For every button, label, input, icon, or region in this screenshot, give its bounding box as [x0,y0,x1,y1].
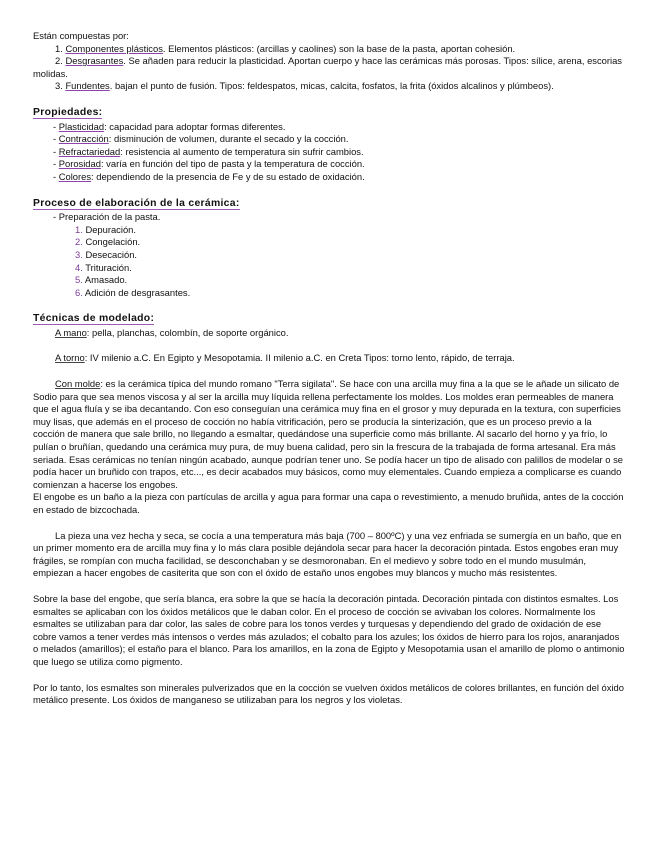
step-text: Congelación. [85,236,141,248]
process-step [33,287,626,300]
technique-text: : IV milenio a.C. En Egipto y Mesopotamia. II milenio a.C. en Creta Tipos: torno lento, rápido, de terraja. [84,352,515,364]
step-number: 3. [75,248,83,260]
technique-term: A mano [55,326,87,338]
component-number: 1. [55,42,63,54]
techniques-heading: Técnicas de modelado: [33,313,155,325]
component-term: Desgrasantes [65,55,124,67]
engobe-definition: El engobe es un baño a la pieza con partículas de arcilla y agua para formar una capa o revestimiento, a menudo bruñida, antes de la cocción en estado de bizcochada. [33,491,624,515]
property-term: Plasticidad [58,120,105,132]
component-number: 3. [55,80,63,92]
component-term: Componentes plásticos [65,42,163,54]
process-heading: Proceso de elaboración de la cerámica: [33,197,240,209]
property-term: Contracción [58,133,109,145]
step-text: Adición de desgrasantes. [84,286,191,298]
property-text: : disminución de volumen, durante el secado y la cocción. [108,133,349,145]
process-step [33,274,626,287]
step-number: 1. [75,223,83,235]
property-term: Colores [58,170,92,182]
step-number: 5. [75,274,83,286]
step-number: 4. [75,261,83,273]
component-text: . bajan el punto de fusión. Tipos: feldespatos, micas, calcita, fosfatos, la frita (óxidos alcalinos y plúmbeos). [109,80,554,92]
property-term: Refractariedad [58,145,121,157]
property-item: - Refractariedad: resistencia al aumento de temperatura sin sufrir cambios. [53,145,364,157]
step-number: 2. [75,236,83,248]
components-list [33,43,626,93]
property-text: : capacidad para adoptar formas diferentes. [104,120,286,132]
step-text: Trituración. [85,261,132,273]
property-item: - Porosidad: varía en función del tipo de pasta y la temperatura de cocción. [53,158,365,170]
property-item: - Plasticidad: capacidad para adoptar formas diferentes. [53,120,286,132]
property-term: Porosidad [58,158,101,170]
technique-term: A torno [55,352,85,364]
technique-text: : pella, planchas, colombín, de soporte orgánico. [86,326,289,338]
process-steps-list [33,224,626,300]
intro-text: Están compuestas por: [33,30,129,41]
step-text: Desecación. [85,248,138,260]
component-term: Fundentes [65,80,110,92]
paragraph-pieza: La pieza una vez hecha y seca, se cocía a una temperatura más baja (700 – 800ºC) y una vez enfriada se sumergía en un baño, que en un primer momento era de arcilla muy fina y lo más clara posible dejándola secar para hacer la decoración pintada. Estos engobes eran muy frágiles, se rompían con mucha facilidad, se desconchaban y se desmoronaban. En el medievo y sobre todo en el mundo musulmán, empiezan a hacer engobes de casiterita que son con el óxido de estaño unos engobes muy blancos y mucho más resistentes. [33,529,622,579]
properties-heading: Propiedades: [33,106,103,118]
component-number: 2. [55,55,63,67]
step-number: 6. [75,286,83,298]
technique-term: Con molde [55,378,101,390]
property-item: - Contracción: disminución de volumen, durante el secado y la cocción. [53,133,349,145]
component-item [33,55,626,80]
technique-text: : es la cerámica típica del mundo romano "Terra sigilata". Se hace con una arcilla muy fina a la que se le añade un silicato de Sodio para que sea menos viscosa y al ser la arcilla muy líquida rellena perfectamente los moldes. Los moldes eran permeables de manera que el agua fluía y se iba decantando. Con eso conseguían una cerámica muy fina en el grosor y muy depurada en la textura, con superficies muy lisas, que además en el proceso de cocción no había vitrificación, pero se producía la sinterización, que es un proceso previo a la cocción de manera que sale brillo, no llegando a esmaltar, quedándose una superficie como más brillante. Al sacarlo del horno y ya frío, lo pulían o bruñían, quedando una cerámica muy pura, de muy buena calidad, pero sin la frescura de la trabajada de forma artesanal. Era más seriada. Esas cerámicas no tenían ningún acabado, aunque podrían tener uno. Se podía hacer un tipo de alisado con palillos de modelar o se podía hacer un bruñido con trapos, etc..., es decir acabados muy básicos, como muy elementales. Cuando empieza a complicarse es cuando comienzan a hacerse los engobes. [33,378,623,490]
property-text: : varía en función del tipo de pasta y la temperatura de cocción. [100,158,365,170]
property-text: : resistencia al aumento de temperatura sin sufrir cambios. [120,145,364,157]
process-intro: - Preparación de la pasta. [53,211,161,223]
process-step [33,224,626,237]
process-step [33,249,626,262]
technique-molde [33,378,626,491]
component-text: . Elementos plásticos: (arcillas y caolines) son la base de la pasta, aportan cohesión. [162,42,516,54]
technique-torno [33,352,626,365]
component-item [33,80,626,93]
properties-list [33,121,626,184]
component-text: . Se añaden para reducir la plasticidad. Aportan cuerpo y hace las cerámicas más porosas. Tipos: sílice, arena, escorias molidas. [33,55,622,79]
process-step [33,262,626,275]
component-item [33,43,626,56]
property-text: : dependiendo de la presencia de Fe y de su estado de oxidación. [91,170,365,182]
paragraph-base-engobe: Sobre la base del engobe, que sería blanca, era sobre la que se hacía la decoración pintada. Decoración pintada con distintos esmaltes. Los esmaltes se aplicaban con los óxidos metálicos que le daban color. En el proceso de cocción se avivaban los colores. Normalmente los esmaltes se utilizaban para dar color, las sales de cobre para los tonos verdes y turquesas y dependiendo del grado de oxidación de ese cobre vamos a tener verdes más intensos o verdes más azulados; el cobalto para los azules; los óxidos de hierro para los rojos, anaranjados o melados (amarillos); el estaño para el blanco. Para los amarillos, en la zona de Egipto y Mesopotamia usan el amarillo de plomo o antimonio que luego se utiliza como pigmento. [33,592,625,667]
paragraph-conclusion: Por lo tanto, los esmaltes son minerales pulverizados que en la cocción se vuelven óxidos metálicos de colores brillantes, en función del óxido metálico presente. Los óxidos de manganeso se utilizaban para los negros y los violetas. [33,681,624,706]
property-item: - Colores: dependiendo de la presencia de Fe y de su estado de oxidación. [53,170,365,182]
technique-mano [33,327,626,340]
process-step [33,236,626,249]
step-text: Amasado. [84,274,128,286]
step-text: Depuración. [85,223,136,235]
